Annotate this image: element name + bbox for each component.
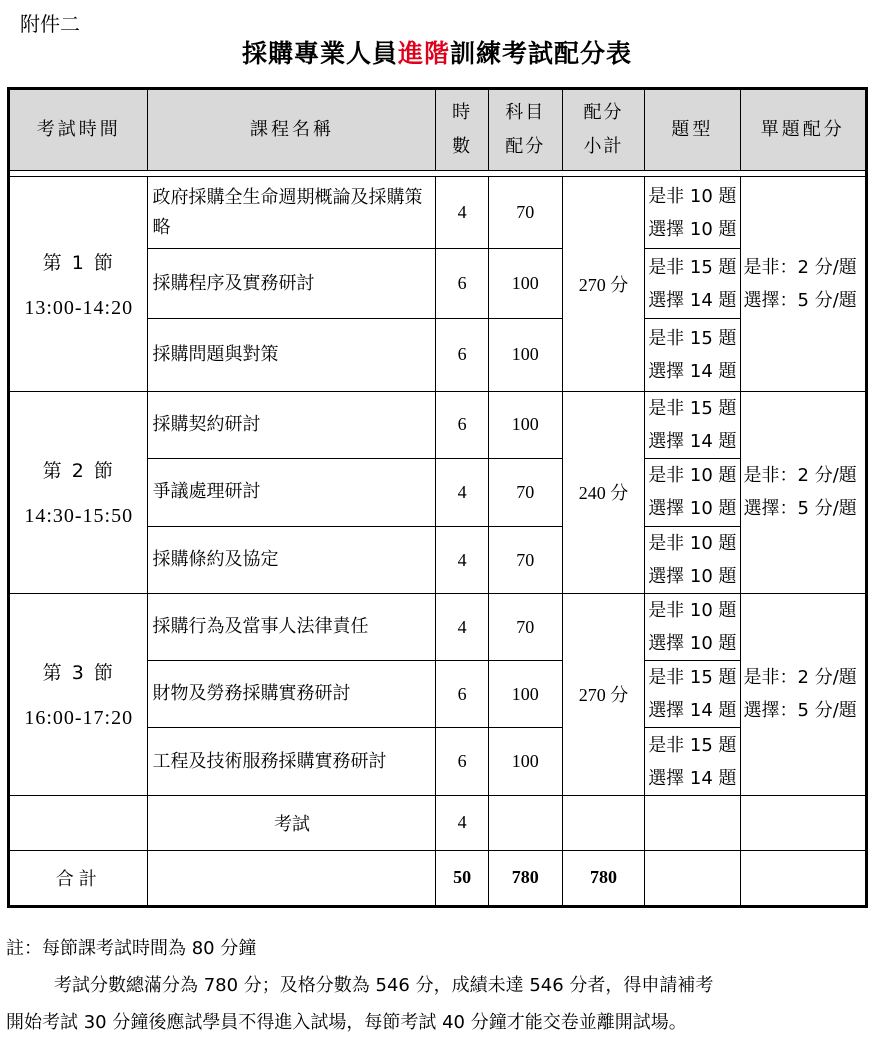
- header-subject-score: 科目 配分: [488, 89, 562, 171]
- total-subtotal: 780: [562, 850, 644, 906]
- question-type: 是非 10 題 選擇 10 題: [645, 177, 740, 249]
- course-hours: 6: [436, 319, 488, 391]
- note-line-2: 考試分數總滿分為 780 分；及格分數為 546 分，成績未達 546 分者，得申請補考: [54, 975, 714, 996]
- header-question-type: 題型: [645, 89, 740, 171]
- header-row: [9, 89, 867, 171]
- course-name: 爭議處理研討: [148, 458, 436, 526]
- course-name: 工程及技術服務採購實務研討: [148, 728, 436, 795]
- question-type: 是非 10 題 選擇 10 題: [645, 458, 740, 526]
- score-table: [7, 87, 868, 908]
- title-highlight: 進階: [397, 39, 450, 68]
- per-question-score: 是非：2 分/題 選擇：5 分/題: [740, 594, 866, 796]
- course-score: 100: [488, 728, 562, 795]
- total-label: 合計: [9, 850, 148, 906]
- course-name: 財物及勞務採購實務研討: [148, 661, 436, 728]
- course-name: 採購程序及實務研討: [148, 249, 436, 319]
- exam-row: [9, 795, 867, 850]
- course-name: 採購契約研討: [148, 391, 436, 458]
- question-type: 是非 10 題 選擇 10 題: [645, 594, 740, 661]
- header-time: 考試時間: [9, 89, 148, 171]
- session-time: 13:00-14:20: [24, 296, 134, 319]
- attachment-label: 附件二: [20, 12, 80, 36]
- per-question-score: 是非：2 分/題 選擇：5 分/題: [740, 391, 866, 594]
- table-row: [9, 594, 867, 661]
- course-score: 100: [488, 249, 562, 319]
- session-subtotal: 240 分: [562, 391, 644, 594]
- session-time: 14:30-15:50: [24, 505, 134, 528]
- course-hours: 4: [436, 526, 488, 593]
- total-hours: 50: [436, 850, 488, 906]
- course-hours: 6: [436, 249, 488, 319]
- course-hours: 4: [436, 177, 488, 249]
- notes: [6, 930, 713, 1041]
- course-score: 70: [488, 458, 562, 526]
- question-type: 是非 15 題 選擇 14 題: [645, 391, 740, 458]
- question-type: 是非 10 題 選擇 10 題: [645, 526, 740, 593]
- course-hours: 6: [436, 728, 488, 795]
- session-subtotal: 270 分: [562, 177, 644, 392]
- title-part2: 訓練考試配分表: [450, 39, 633, 68]
- course-score: 70: [488, 177, 562, 249]
- exam-label: 考試: [148, 795, 436, 850]
- header-hours: 時 數: [436, 89, 488, 171]
- page-title: [0, 34, 874, 70]
- course-score: 100: [488, 661, 562, 728]
- course-score: 70: [488, 526, 562, 593]
- session-name: 第 3 節: [42, 662, 115, 685]
- session-name: 第 1 節: [42, 251, 115, 274]
- course-name: 採購問題與對策: [148, 319, 436, 391]
- question-type: 是非 15 題 選擇 14 題: [645, 319, 740, 391]
- course-hours: 4: [436, 458, 488, 526]
- course-score: 70: [488, 594, 562, 661]
- course-hours: 6: [436, 391, 488, 458]
- session-subtotal: 270 分: [562, 594, 644, 796]
- course-score: 100: [488, 391, 562, 458]
- note-line-1: 註：每節課考試時間為 80 分鐘: [6, 938, 257, 959]
- course-name: 政府採購全生命週期概論及採購策略: [148, 177, 436, 249]
- note-line-3: 開始考試 30 分鐘後應試學員不得進入試場，每節考試 40 分鐘才能交卷並離開試場。: [6, 1012, 687, 1033]
- question-type: 是非 15 題 選擇 14 題: [645, 661, 740, 728]
- per-question-score: 是非：2 分/題 選擇：5 分/題: [740, 177, 866, 392]
- course-name: 採購條約及協定: [148, 526, 436, 593]
- course-score: 100: [488, 319, 562, 391]
- header-subtotal: 配分 小計: [562, 89, 644, 171]
- exam-hours: 4: [436, 795, 488, 850]
- course-hours: 6: [436, 661, 488, 728]
- question-type: 是非 15 題 選擇 14 題: [645, 249, 740, 319]
- total-score: 780: [488, 850, 562, 906]
- header-course: 課程名稱: [148, 89, 436, 171]
- header-per-question: 單題配分: [740, 89, 866, 171]
- table-row: [9, 177, 867, 249]
- session-cell: [9, 391, 148, 594]
- question-type: 是非 15 題 選擇 14 題: [645, 728, 740, 795]
- session-name: 第 2 節: [42, 460, 115, 483]
- session-time: 16:00-17:20: [24, 707, 134, 730]
- session-cell: [9, 177, 148, 392]
- course-hours: 4: [436, 594, 488, 661]
- session-cell: [9, 594, 148, 796]
- title-part1: 採購專業人員: [241, 39, 398, 68]
- table-row: [9, 391, 867, 458]
- total-row: [9, 850, 867, 906]
- course-name: 採購行為及當事人法律責任: [148, 594, 436, 661]
